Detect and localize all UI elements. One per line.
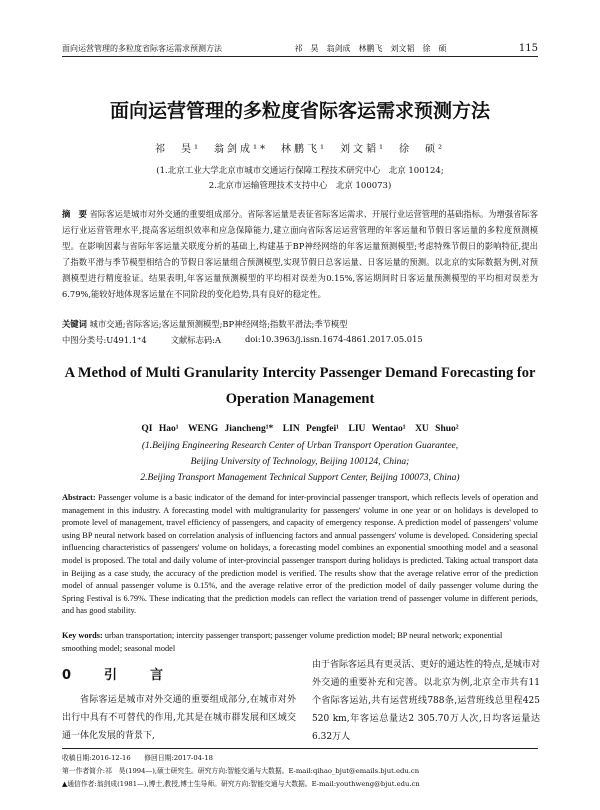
section-heading: 0 引 言 [62,668,174,683]
keywords-english [62,630,538,655]
document-code: 文献标志码:A [170,335,221,345]
abstract-text: 省际客运是城市对外交通的重要组成部分。省际客运量是表征省际客运需求、开展行业运营管理的基础指标。为增强省际客运行业运营管理水平,提高客运组织效率和应急保障能力,建立面向省际客运运营管理的年客运量和节假日客运量的多粒度预测模型。在影响因素与省际年客运量关联度分析的基础上,构建基于BP神经网络的年客运量预测模型;考虑特殊节假日的影响特征,提出了指数平滑与季节模型相结合的节假日客运量组合预测模型,实现节假日总客运量、日客运量的预测。以北京的实际数据为例,对预测模型进行精度验证。结果表明,年客运量预测模型的平均相对误差为0.15%,客运期间时日客运量预测模型的平均相对误差为6.79%,能较好地体现客运量在不同阶段的变化趋势,具有良好的稳定性。 [62,209,538,299]
keywords-label: Key words: [62,631,103,640]
running-header [62,40,538,57]
authors-chinese: 祁 昊¹ 翁剑成¹* 林鹏飞¹ 刘文韬¹ 徐 硕² [154,144,446,155]
affiliations-english [0,438,600,486]
footnote-corresponding-author: ▲通信作者:翁剑成(1981—),博士,教授,博士生导师。研究方向:智能交通与大数据。E-mail:youthweng@bjut.edu.cn [62,780,420,788]
keywords-label: 关键词 [62,319,87,329]
affiliation-line: Beijing University of Technology, Beijing 100124, China; [190,457,410,467]
abstract-chinese [62,206,538,302]
doi: doi:10.3963/j.issn.1674-4861.2017.05.015 [244,334,423,344]
footnote-dates: 收稿日期:2016-12-16 修回日期:2017-04-18 [62,754,213,762]
page-number: 115 [518,42,538,54]
body-column-right [312,656,540,746]
clc-number: 中图分类号:U491.1⁺4 [62,335,147,345]
abstract-text: Passenger volume is a basic indicator of the demand for inter-provincial passenger transport, which reflects levels of operation and management in this industry. A forecasting model with multigranularity for passengers' volume in one year or on holidays is developed to promote level of management, travel efficiency of passengers, and capacity of emergency response. A prediction model of passengers' volume using BP neural network based on correlation analysis of influencing factors and annual passengers' volume is developed. Considering special influencing characteristics of passengers' volume on holidays, a forecasting model combines an exponential smoothing model and a seasonal model is proposed. The total and daily volume of inter-provincial passenger transport during holidays is predicted. Taking actual transport data in Beijing as a case study, the accuracy of the prediction model is verified. The results show that the average relative error of the prediction model of annual passenger volume is 0.15%, and the average relative error of the prediction model of daily passenger volume during the Spring Festival is 6.79%. These indicating that the prediction models can reflect the variation trend of passenger volume in different periods, and has good stability. [62,493,539,616]
body-column-left [62,656,296,745]
keywords-text: 城市交通;省际客运;客运量预测模型;BP神经网络;指数平滑法;季节模型 [89,319,348,329]
title-english: A Method of Multi Granularity Intercity Passenger Demand Forecasting for Operation Management [64,365,536,407]
title-chinese: 面向运营管理的多粒度省际客运需求预测方法 [109,100,490,122]
abstract-label: Abstract: [62,493,96,502]
affiliations-chinese [0,164,600,194]
abstract-english [62,492,538,618]
affiliation-line: (1.Beijing Engineering Research Center of Urban Transport Operation Guarantee, [141,441,459,451]
authors-english: QI Hao¹ WENG Jiancheng¹* LIN Pengfei¹ LIU Wentao¹ XU Shuo² [141,424,459,434]
affiliation-line: (1.北京工业大学北京市城市交通运行保障工程技术研究中心 北京 100124; [156,166,444,176]
abstract-label: 摘 要 [62,209,87,219]
affiliation-line: 2.北京市运输管理技术支持中心 北京 100073) [208,181,392,191]
header-authors: 祁 昊 翁剑成 林鹏飞 刘文韬 徐 硕 [294,43,447,53]
body-paragraph: 省际客运是城市对外交通的重要组成部分,在城市对外出行中具有不可替代的作用,尤其是在城市群发展和区域交通一体化发展的背景下, [62,695,296,741]
body-paragraph: 由于省际客运具有更灵活、更好的通达性的特点,是城市对外交通的重要补充和完善。以北京为例,北京全市共有11个省际客运站,共有运营班线788条,运营班线总里程425 520 km,年客运总量达2 305.70万人次,日均客运量达6.32万人 [312,660,540,742]
footnotes [62,748,538,791]
classification-line [62,334,538,346]
footnote-first-author: 第一作者简介:祁 昊(1994—),硕士研究生。研究方向:智能交通与大数据。E-mail:qihao_bjut@emails.bjut.edu.cn [62,767,420,775]
keywords-chinese [62,318,538,330]
affiliation-line: 2.Beijing Transport Management Technical Support Center, Beijing 100073, China) [140,473,460,483]
keywords-text: urban transportation; intercity passenger transport; passenger volume prediction model; BP neural network; exponential smoothing model; seasonal model [62,631,503,653]
header-journal-title: 面向运营管理的多粒度省际客运需求预测方法 [62,43,222,53]
